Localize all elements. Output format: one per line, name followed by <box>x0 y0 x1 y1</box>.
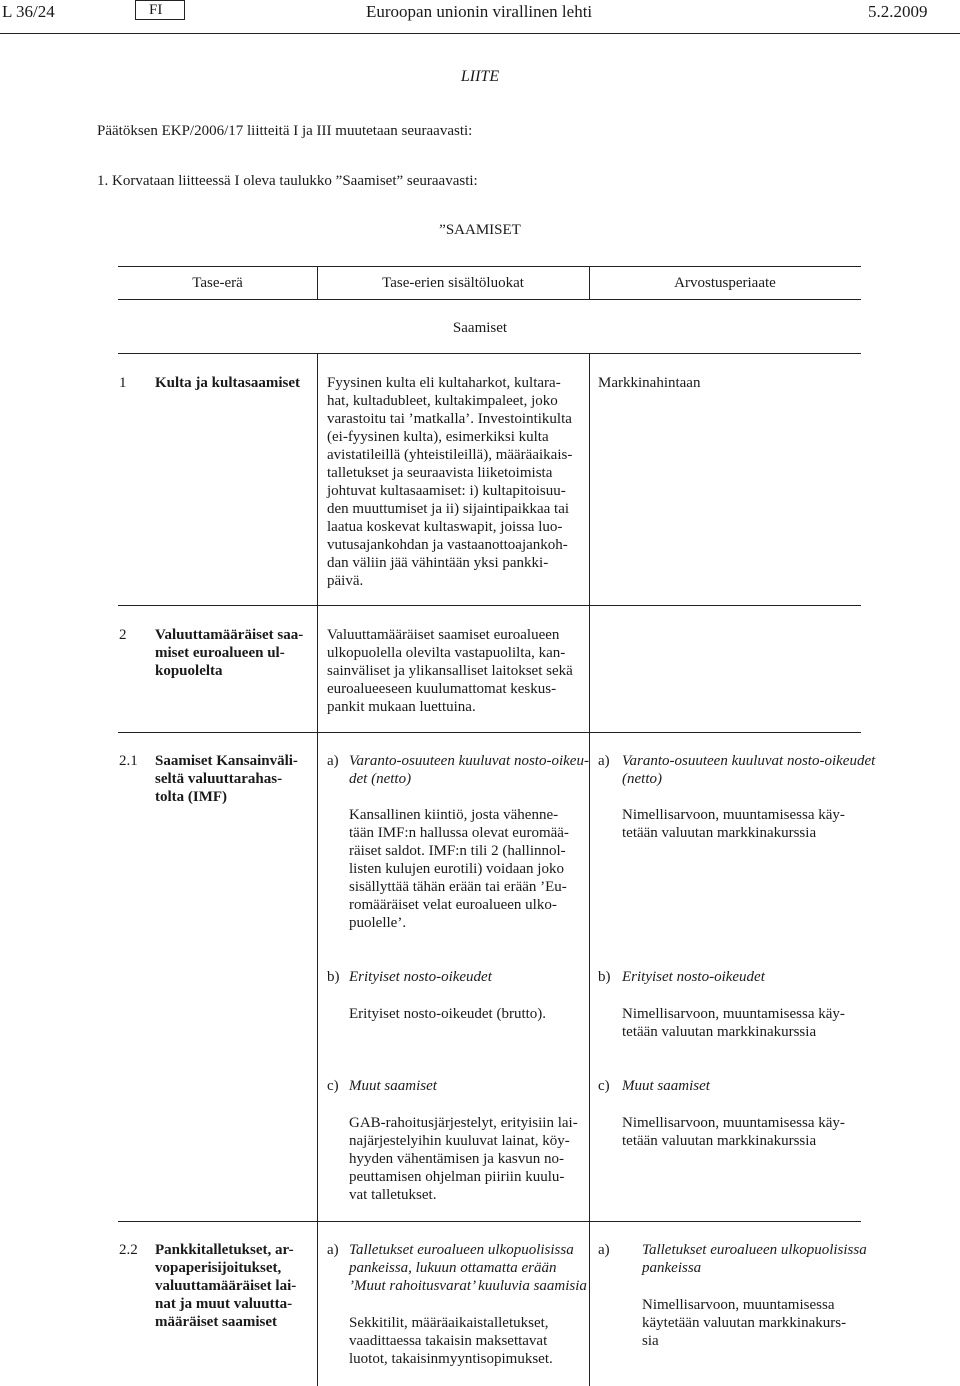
sub-letter: a) <box>327 1242 339 1258</box>
sub-letter: b) <box>598 969 611 985</box>
item-valuation: Markkinahintaan <box>598 375 701 391</box>
sub-title: Erityiset nosto-oikeudet <box>349 969 492 985</box>
sub-valuation-title: Talletukset euroalueen ulkopuolisissa pankeissa <box>642 1242 867 1276</box>
amendment-item-1: 1. Korvataan liitteessä I oleva taulukko ”Saamiset” seuraavasti: <box>97 173 478 189</box>
item-content: Valuuttamääräiset saamiset euroalueen ulkopuolella olevilta vastapuolilta, kan- sainväliset ja ylikansalliset laitokset sekä euroalueeseen kuulumattomat keskus- pankit mukaan luettuina. <box>327 627 573 715</box>
item-name: Kulta ja kultasaamiset <box>155 375 301 391</box>
table-title: ”SAAMISET <box>439 222 521 238</box>
row2-rule <box>118 732 861 733</box>
sub-letter: a) <box>598 753 610 769</box>
row21-rule <box>118 1221 861 1222</box>
sub-valuation: Nimellisarvoon, muuntamisessa käytetään valuutan markkinakurs- sia <box>642 1297 847 1349</box>
row-number: 2 <box>119 627 127 643</box>
item-content: Fyysinen kulta eli kultaharkot, kultara- hat, kultadubleet, kultakimpaleet, joko varastoitu tai ’matkalla’. Investointikulta (ei-fyysinen kulta), esimerkiksi kulta avistatileillä (yhteistileillä), määräaikais- talletukset ja seuraavista liiketoimista johtuvat kultasaamiset: i) kultapitoisuu- den muuttumiset ja ii) sijaintipaikkaa tai laatua koskevat kultaswapit, joissa luo- vutusajankohdan ja vastaanottoajankoh- dan väliin jää vähintään yksi pankki- päivä. <box>327 375 573 589</box>
sub-valuation-title: Erityiset nosto-oikeudet <box>622 969 765 985</box>
row1-rule <box>118 605 861 606</box>
sub-content: Erityiset nosto-oikeudet (brutto). <box>349 1006 547 1022</box>
table-top-rule <box>118 266 861 267</box>
col-header-content: Tase-erien sisältöluokat <box>382 275 524 291</box>
item-name: Pankkitalletukset, ar- vopaperisijoitukset, valuuttamääräiset lai- nat ja muut valuutta- määräiset saamiset <box>155 1242 297 1330</box>
sub-letter: c) <box>598 1078 610 1094</box>
sub-valuation: Nimellisarvoon, muuntamisessa käy- tetään valuutan markkinakurssia <box>622 807 845 841</box>
section-heading: Saamiset <box>452 320 508 336</box>
publication-date: 5.2.2009 <box>868 2 928 21</box>
sub-content: Kansallinen kiintiö, josta vähenne- tään IMF:n hallussa olevat euromää- räiset saldot. IMF:n tili 2 (hallinnol- listen kulujen eurotili) voidaan joko sisällyttää tähän erään tai erään ’Eu- romääräiset velat euroalueen ulko- puolelle’. <box>349 807 569 931</box>
sub-valuation: Nimellisarvoon, muuntamisessa käy- tetään valuutan markkinakurssia <box>622 1115 845 1149</box>
sub-title: Talletukset euroalueen ulkopuolisissa pankeissa, lukuun ottamatta erään ’Muut rahoitusvarat’ kuuluvia saamisia <box>349 1242 587 1294</box>
language-badge: FI <box>135 0 185 20</box>
row-number: 2.2 <box>119 1242 138 1258</box>
row-number: 1 <box>119 375 127 391</box>
sub-title: Muut saamiset <box>349 1078 437 1094</box>
intro-text: Päätöksen EKP/2006/17 liitteitä I ja III muutetaan seuraavasti: <box>97 123 473 139</box>
header-bottom-rule <box>118 299 861 300</box>
sub-title: Varanto-osuuteen kuuluvat nosto-oikeu- det (netto) <box>349 753 589 787</box>
sub-valuation: Nimellisarvoon, muuntamisessa käy- tetään valuutan markkinakurssia <box>622 1006 845 1040</box>
sub-letter: a) <box>327 753 339 769</box>
journal-title: Euroopan unionin virallinen lehti <box>366 2 593 21</box>
page-reference: L 36/24 <box>2 2 55 21</box>
sub-letter: c) <box>327 1078 339 1094</box>
sub-valuation-title: Muut saamiset <box>622 1078 710 1094</box>
row-number: 2.1 <box>119 753 138 769</box>
sub-valuation-title: Varanto-osuuteen kuuluvat nosto-oikeudet (netto) <box>622 753 876 787</box>
col-header-item: Tase-erä <box>192 275 243 291</box>
sub-content: Sekkitilit, määräaikaistalletukset, vaadittaessa takaisin maksettavat luotot, takaisinmyyntisopimukset. <box>349 1315 553 1367</box>
item-name: Saamiset Kansainväli- seltä valuuttarahas- tolta (IMF) <box>155 753 298 805</box>
sub-letter: a) <box>598 1242 610 1258</box>
header-rule <box>0 33 960 34</box>
sub-letter: b) <box>327 969 340 985</box>
page-header <box>0 0 960 36</box>
annex-title: LIITE <box>460 68 500 85</box>
item-name: Valuuttamääräiset saa- miset euroalueen ul- kopuolelta <box>155 627 304 679</box>
section-rule <box>118 353 861 354</box>
col-header-valuation: Arvostusperiaate <box>674 275 776 291</box>
sub-content: GAB-rahoitusjärjestelyt, erityisiin lai- najärjestelyihin kuuluvat lainat, köy- hyyden vähentämisen ja kasvun no- peuttamisen ohjelman piiriin kuulu- vat talletukset. <box>349 1115 578 1203</box>
